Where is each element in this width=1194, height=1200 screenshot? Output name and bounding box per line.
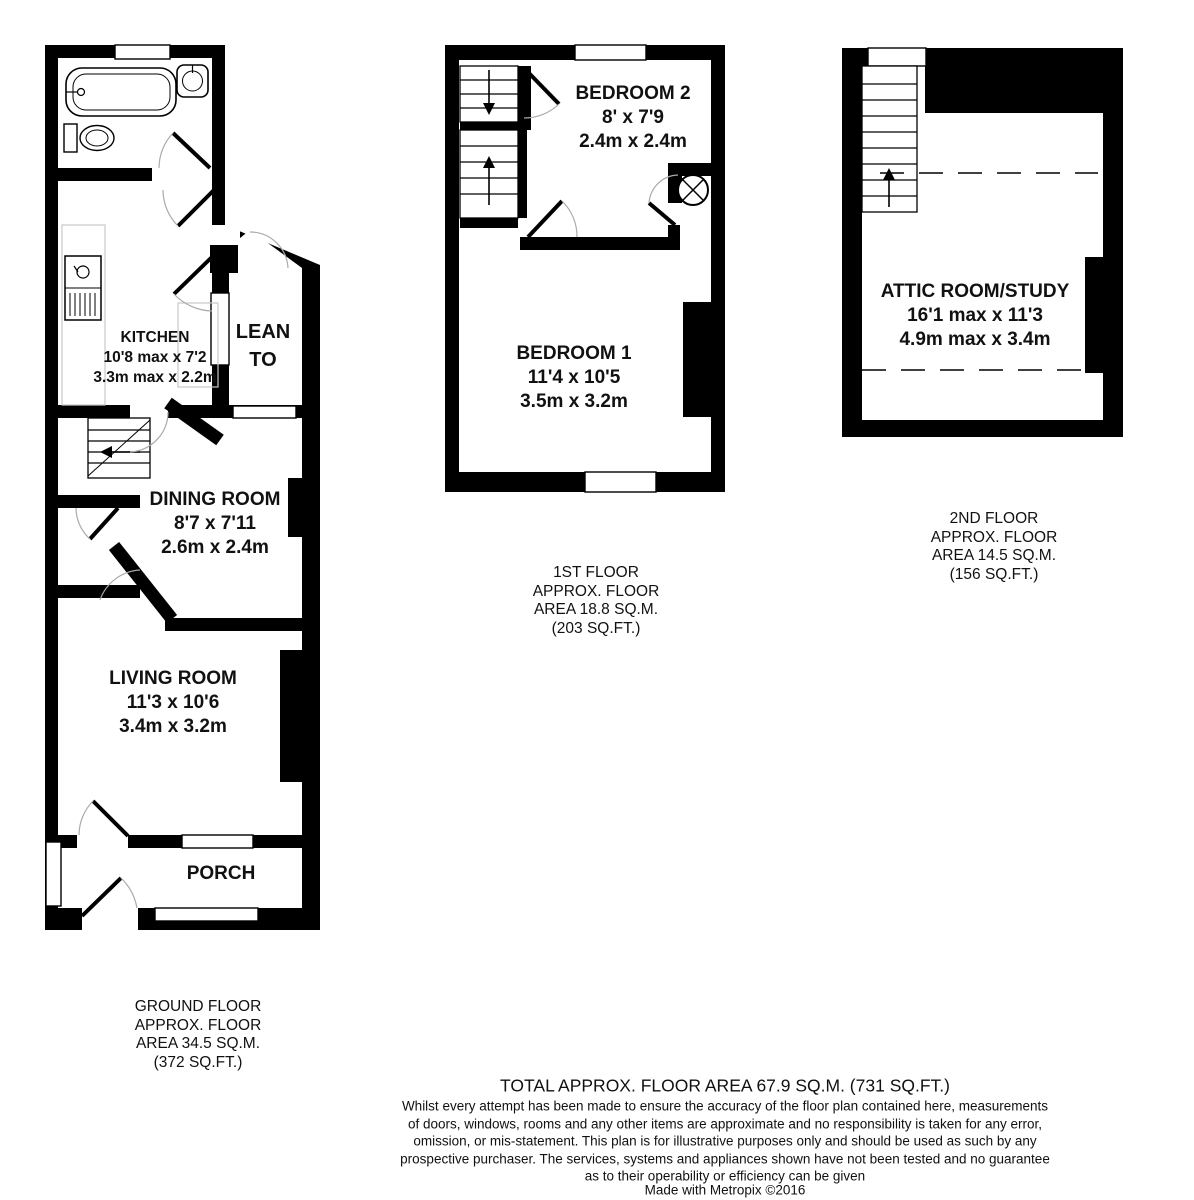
bedroom1-label bbox=[516, 342, 631, 414]
wall bbox=[165, 618, 302, 631]
disclaimer-line: prospective purchaser. The services, systems and appliances shown have not been tested and no guarantee bbox=[400, 1150, 1050, 1166]
basin-icon bbox=[177, 65, 208, 97]
room-name: ATTIC ROOM/STUDY bbox=[880, 281, 1070, 302]
credit-text: Made with Metropix ©2016 bbox=[644, 1182, 806, 1198]
bath-icon bbox=[66, 68, 176, 116]
room-dims-ft: 8' x 7'9 bbox=[602, 107, 664, 128]
disclaimer-text bbox=[400, 1097, 1050, 1185]
disclaimer-line: of doors, windows, rooms and any other items are approximate and no responsibility is taken for any error, bbox=[407, 1115, 1043, 1131]
area-line: APPROX. FLOOR bbox=[930, 528, 1058, 546]
room-name: DINING ROOM bbox=[149, 489, 281, 510]
wall bbox=[210, 245, 238, 273]
room-dims-ft: 16'1 max x 11'3 bbox=[907, 305, 1043, 326]
stairs-icon bbox=[460, 66, 531, 228]
wall bbox=[520, 237, 680, 250]
room-name: LIVING ROOM bbox=[109, 668, 237, 689]
stairs-icon bbox=[862, 66, 917, 212]
room-name: TO bbox=[249, 349, 277, 371]
dining-room-label bbox=[150, 488, 281, 560]
bedroom2-label bbox=[575, 82, 690, 154]
room-name: KITCHEN bbox=[120, 329, 190, 346]
area-line: AREA 14.5 SQ.M. bbox=[931, 547, 1057, 564]
area-line: GROUND FLOOR bbox=[134, 998, 262, 1015]
wall bbox=[58, 585, 140, 598]
area-line: AREA 18.8 SQ.M. bbox=[533, 601, 659, 618]
room-dims-ft: 11'3 x 10'6 bbox=[126, 692, 220, 713]
area-line: 2ND FLOOR bbox=[949, 510, 1039, 527]
area-line: (372 SQ.FT.) bbox=[153, 1053, 243, 1071]
stairs-icon bbox=[88, 418, 150, 478]
area-line: APPROX. FLOOR bbox=[134, 1016, 262, 1034]
room-dims-m: 3.5m x 3.2m bbox=[520, 391, 628, 412]
area-line: 1ST FLOOR bbox=[553, 564, 639, 581]
area-line: APPROX. FLOOR bbox=[532, 582, 660, 600]
room-dims-m: 4.9m max x 3.4m bbox=[899, 329, 1051, 350]
wall bbox=[668, 225, 680, 239]
room-name: LEAN bbox=[235, 321, 291, 343]
area-line: (203 SQ.FT.) bbox=[551, 619, 641, 637]
disclaimer-line: as to their operability or efficiency can be given bbox=[584, 1168, 866, 1184]
attic-room-label bbox=[881, 280, 1070, 352]
room-dims-m: 2.4m x 2.4m bbox=[579, 131, 687, 152]
room-name: PORCH bbox=[186, 863, 256, 884]
living-room-label bbox=[109, 667, 237, 739]
room-dims-m: 2.6m x 2.4m bbox=[161, 537, 269, 558]
ground-floor-area-label bbox=[135, 998, 262, 1072]
room-name: BEDROOM 2 bbox=[575, 83, 691, 104]
chimney-breast bbox=[280, 650, 302, 782]
toilet-icon bbox=[64, 124, 114, 152]
room-dims-ft: 8'7 x 7'11 bbox=[174, 513, 256, 534]
room-dims-ft: 11'4 x 10'5 bbox=[527, 367, 621, 388]
second-floor-area-label bbox=[931, 510, 1058, 584]
area-line: AREA 34.5 SQ.M. bbox=[135, 1035, 261, 1052]
first-floor-area-label bbox=[533, 564, 660, 638]
room-dims-ft: 10'8 max x 7'2 bbox=[103, 349, 207, 366]
wall bbox=[58, 495, 140, 508]
roof-void bbox=[925, 48, 1123, 113]
room-dims-m: 3.4m x 3.2m bbox=[119, 716, 227, 737]
cylinder-icon bbox=[678, 175, 708, 205]
kitchen-sink-icon bbox=[65, 256, 101, 320]
kitchen-label bbox=[93, 328, 216, 388]
chimney-breast bbox=[288, 478, 302, 537]
lean-to-label bbox=[236, 318, 290, 374]
window bbox=[868, 48, 926, 66]
chimney-breast bbox=[1085, 257, 1103, 373]
area-line: (156 SQ.FT.) bbox=[949, 565, 1039, 583]
disclaimer-line: omission, or mis-statement. This plan is for illustrative purposes only and should be used as such by any bbox=[413, 1133, 1037, 1149]
total-area-label: TOTAL APPROX. FLOOR AREA 67.9 SQ.M. (731 SQ.FT.) bbox=[500, 1075, 950, 1096]
second-floor-plan bbox=[842, 48, 1123, 437]
disclaimer-line: Whilst every attempt has been made to ensure the accuracy of the floor plan contained here, measurements bbox=[401, 1098, 1049, 1114]
porch-label bbox=[187, 862, 256, 886]
room-dims-m: 3.3m max x 2.2m bbox=[93, 369, 217, 386]
room-name: BEDROOM 1 bbox=[516, 343, 632, 364]
chimney-breast bbox=[683, 302, 711, 417]
